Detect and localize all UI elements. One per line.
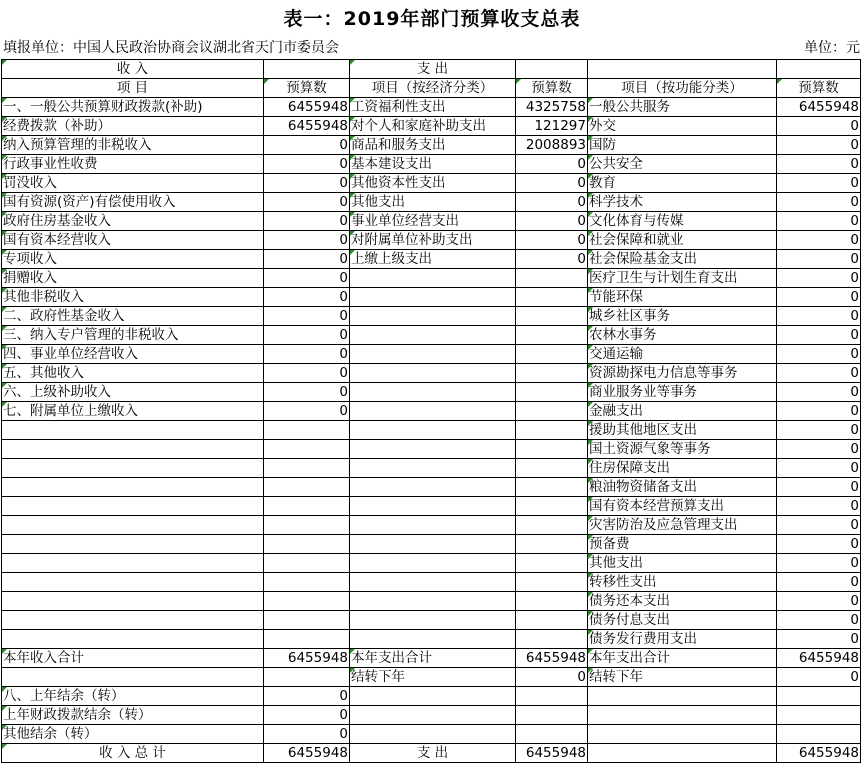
econ-amount-cell xyxy=(516,516,588,535)
econ-amount-cell xyxy=(516,459,588,478)
income-item-cell: 收 入 总 计 xyxy=(2,744,264,763)
budget-table xyxy=(1,59,861,763)
income-item-cell xyxy=(2,573,264,592)
header-row-1 xyxy=(2,60,861,79)
income-amount-cell xyxy=(264,535,350,554)
table-row xyxy=(2,250,861,269)
table-row xyxy=(2,307,861,326)
table-row xyxy=(2,535,861,554)
func-amount-cell: 0 xyxy=(777,117,861,136)
func-item-cell: 国有资本经营预算支出 xyxy=(588,497,777,516)
header-econ-item: 项目（按经济分类） xyxy=(350,79,516,98)
func-item-cell xyxy=(588,744,777,763)
income-amount-cell: 0 xyxy=(264,212,350,231)
table-row xyxy=(2,364,861,383)
econ-item-cell xyxy=(350,497,516,516)
econ-amount-cell xyxy=(516,630,588,649)
econ-amount-cell: 0 xyxy=(516,668,588,687)
func-item-cell: 国防 xyxy=(588,136,777,155)
econ-item-cell xyxy=(350,440,516,459)
econ-item-cell xyxy=(350,421,516,440)
income-item-cell xyxy=(2,668,264,687)
func-amount-cell: 0 xyxy=(777,421,861,440)
func-item-cell: 援助其他地区支出 xyxy=(588,421,777,440)
func-item-cell: 债务付息支出 xyxy=(588,611,777,630)
func-item-cell: 金融支出 xyxy=(588,402,777,421)
currency-unit: 单位：元 xyxy=(804,40,860,56)
income-amount-cell: 6455948 xyxy=(264,649,350,668)
func-item-cell: 外交 xyxy=(588,117,777,136)
income-amount-cell: 0 xyxy=(264,364,350,383)
income-item-cell xyxy=(2,611,264,630)
func-amount-cell: 6455948 xyxy=(777,744,861,763)
header-expense: 支 出 xyxy=(350,60,516,79)
income-amount-cell xyxy=(264,554,350,573)
table-row xyxy=(2,231,861,250)
func-item-cell: 农林水事务 xyxy=(588,326,777,345)
func-amount-cell: 0 xyxy=(777,231,861,250)
income-amount-cell: 0 xyxy=(264,174,350,193)
econ-item-cell xyxy=(350,326,516,345)
func-amount-cell: 0 xyxy=(777,326,861,345)
func-amount-cell: 0 xyxy=(777,193,861,212)
income-amount-cell: 0 xyxy=(264,383,350,402)
func-item-cell: 结转下年 xyxy=(588,668,777,687)
econ-item-cell: 其他支出 xyxy=(350,193,516,212)
econ-item-cell xyxy=(350,383,516,402)
econ-item-cell xyxy=(350,478,516,497)
func-amount-cell: 0 xyxy=(777,630,861,649)
func-amount-cell: 0 xyxy=(777,155,861,174)
income-amount-cell: 0 xyxy=(264,155,350,174)
func-amount-cell: 0 xyxy=(777,212,861,231)
table-row xyxy=(2,288,861,307)
func-amount-cell: 0 xyxy=(777,440,861,459)
econ-amount-cell xyxy=(516,554,588,573)
func-amount-cell: 0 xyxy=(777,345,861,364)
table-row xyxy=(2,155,861,174)
table-row xyxy=(2,174,861,193)
func-item-cell: 商业服务业等事务 xyxy=(588,383,777,402)
econ-amount-cell: 6455948 xyxy=(516,744,588,763)
income-item-cell: 行政事业性收费 xyxy=(2,155,264,174)
header-income-amount: 预算数 xyxy=(264,79,350,98)
econ-amount-cell: 0 xyxy=(516,212,588,231)
income-amount-cell: 6455948 xyxy=(264,98,350,117)
income-item-cell: 二、政府性基金收入 xyxy=(2,307,264,326)
func-amount-cell: 0 xyxy=(777,668,861,687)
func-item-cell: 城乡社区事务 xyxy=(588,307,777,326)
func-amount-cell: 0 xyxy=(777,402,861,421)
income-item-cell: 经费拨款（补助） xyxy=(2,117,264,136)
econ-item-cell xyxy=(350,364,516,383)
func-amount-cell: 0 xyxy=(777,611,861,630)
table-row xyxy=(2,459,861,478)
income-item-cell: 国有资源(资产)有偿使用收入 xyxy=(2,193,264,212)
income-item-cell: 七、附属单位上缴收入 xyxy=(2,402,264,421)
header-row-2 xyxy=(2,79,861,98)
header-econ-amount: 预算数 xyxy=(516,79,588,98)
econ-item-cell: 商品和服务支出 xyxy=(350,136,516,155)
econ-item-cell xyxy=(350,307,516,326)
econ-item-cell: 其他资本性支出 xyxy=(350,174,516,193)
econ-amount-cell xyxy=(516,269,588,288)
econ-amount-cell: 0 xyxy=(516,250,588,269)
func-item-cell: 一般公共服务 xyxy=(588,98,777,117)
income-item-cell xyxy=(2,516,264,535)
income-item-cell xyxy=(2,421,264,440)
income-amount-cell xyxy=(264,440,350,459)
page-title: 表一：2019年部门预算收支总表 xyxy=(283,8,581,30)
table-row xyxy=(2,611,861,630)
table-row xyxy=(2,687,861,706)
income-amount-cell: 0 xyxy=(264,345,350,364)
econ-amount-cell: 121297 xyxy=(516,117,588,136)
table-row xyxy=(2,212,861,231)
table-row xyxy=(2,668,861,687)
func-item-cell: 转移性支出 xyxy=(588,573,777,592)
func-amount-cell: 0 xyxy=(777,250,861,269)
econ-amount-cell xyxy=(516,440,588,459)
func-amount-cell: 0 xyxy=(777,459,861,478)
econ-amount-cell: 0 xyxy=(516,174,588,193)
income-amount-cell xyxy=(264,459,350,478)
income-item-cell xyxy=(2,478,264,497)
econ-item-cell xyxy=(350,516,516,535)
income-amount-cell: 0 xyxy=(264,136,350,155)
econ-amount-cell xyxy=(516,497,588,516)
func-item-cell: 粮油物资储备支出 xyxy=(588,478,777,497)
func-amount-cell: 0 xyxy=(777,554,861,573)
func-amount-cell xyxy=(777,706,861,725)
income-item-cell: 其他结余（转） xyxy=(2,725,264,744)
income-item-cell: 捐赠收入 xyxy=(2,269,264,288)
func-amount-cell: 0 xyxy=(777,573,861,592)
func-amount-cell xyxy=(777,687,861,706)
income-item-cell: 本年收入合计 xyxy=(2,649,264,668)
econ-amount-cell xyxy=(516,383,588,402)
func-amount-cell: 0 xyxy=(777,592,861,611)
econ-item-cell: 对附属单位补助支出 xyxy=(350,231,516,250)
func-amount-cell: 0 xyxy=(777,307,861,326)
income-item-cell: 一、一般公共预算财政拨款(补助) xyxy=(2,98,264,117)
func-amount-cell: 6455948 xyxy=(777,98,861,117)
econ-amount-cell xyxy=(516,478,588,497)
func-item-cell: 其他支出 xyxy=(588,554,777,573)
func-amount-cell: 0 xyxy=(777,478,861,497)
econ-item-cell: 上缴上级支出 xyxy=(350,250,516,269)
econ-item-cell xyxy=(350,345,516,364)
econ-amount-cell xyxy=(516,592,588,611)
func-amount-cell xyxy=(777,725,861,744)
econ-item-cell xyxy=(350,459,516,478)
econ-item-cell xyxy=(350,402,516,421)
income-amount-cell: 0 xyxy=(264,706,350,725)
func-amount-cell: 0 xyxy=(777,136,861,155)
income-amount-cell xyxy=(264,516,350,535)
income-amount-cell: 0 xyxy=(264,402,350,421)
table-row xyxy=(2,725,861,744)
table-row xyxy=(2,573,861,592)
func-item-cell: 债务还本支出 xyxy=(588,592,777,611)
func-item-cell: 节能环保 xyxy=(588,288,777,307)
income-amount-cell xyxy=(264,668,350,687)
income-item-cell: 五、其他收入 xyxy=(2,364,264,383)
func-item-cell: 交通运输 xyxy=(588,345,777,364)
econ-item-cell: 对个人和家庭补助支出 xyxy=(350,117,516,136)
table-row xyxy=(2,706,861,725)
income-item-cell: 其他非税收入 xyxy=(2,288,264,307)
econ-item-cell xyxy=(350,611,516,630)
econ-amount-cell xyxy=(516,307,588,326)
income-item-cell xyxy=(2,497,264,516)
income-amount-cell: 6455948 xyxy=(264,744,350,763)
econ-item-cell xyxy=(350,573,516,592)
func-item-cell xyxy=(588,725,777,744)
table-row xyxy=(2,497,861,516)
income-amount-cell: 0 xyxy=(264,231,350,250)
func-amount-cell: 0 xyxy=(777,364,861,383)
header-income-item: 项 目 xyxy=(2,79,264,98)
income-item-cell xyxy=(2,554,264,573)
econ-amount-cell xyxy=(516,535,588,554)
func-amount-cell: 0 xyxy=(777,269,861,288)
econ-amount-cell xyxy=(516,687,588,706)
econ-amount-cell xyxy=(516,725,588,744)
econ-amount-cell xyxy=(516,402,588,421)
econ-item-cell: 结转下年 xyxy=(350,668,516,687)
table-row xyxy=(2,744,861,763)
income-amount-cell xyxy=(264,497,350,516)
econ-item-cell: 本年支出合计 xyxy=(350,649,516,668)
func-item-cell: 本年支出合计 xyxy=(588,649,777,668)
income-amount-cell: 0 xyxy=(264,307,350,326)
table-row xyxy=(2,421,861,440)
table-row xyxy=(2,592,861,611)
header-func-amount: 预算数 xyxy=(777,79,861,98)
income-amount-cell: 0 xyxy=(264,288,350,307)
func-amount-cell: 6455948 xyxy=(777,649,861,668)
income-item-cell xyxy=(2,459,264,478)
income-item-cell: 政府住房基金收入 xyxy=(2,212,264,231)
table-row xyxy=(2,440,861,459)
income-item-cell xyxy=(2,535,264,554)
econ-item-cell: 基本建设支出 xyxy=(350,155,516,174)
income-amount-cell xyxy=(264,611,350,630)
econ-amount-cell: 6455948 xyxy=(516,649,588,668)
income-amount-cell: 6455948 xyxy=(264,117,350,136)
econ-amount-cell xyxy=(516,345,588,364)
income-item-cell: 三、纳入专户管理的非税收入 xyxy=(2,326,264,345)
table-row xyxy=(2,117,861,136)
income-item-cell: 罚没收入 xyxy=(2,174,264,193)
func-amount-cell: 0 xyxy=(777,497,861,516)
econ-amount-cell: 4325758 xyxy=(516,98,588,117)
func-item-cell: 教育 xyxy=(588,174,777,193)
func-item-cell: 国土资源气象等事务 xyxy=(588,440,777,459)
econ-item-cell: 工资福利性支出 xyxy=(350,98,516,117)
table-row xyxy=(2,326,861,345)
econ-item-cell xyxy=(350,592,516,611)
econ-item-cell xyxy=(350,269,516,288)
header-func-item: 项目（按功能分类） xyxy=(588,79,777,98)
func-item-cell: 预备费 xyxy=(588,535,777,554)
func-item-cell: 公共安全 xyxy=(588,155,777,174)
func-amount-cell: 0 xyxy=(777,174,861,193)
econ-item-cell xyxy=(350,706,516,725)
table-row xyxy=(2,98,861,117)
econ-amount-cell xyxy=(516,611,588,630)
func-item-cell: 住房保障支出 xyxy=(588,459,777,478)
table-row xyxy=(2,345,861,364)
func-item-cell: 债务发行费用支出 xyxy=(588,630,777,649)
func-item-cell: 社会保险基金支出 xyxy=(588,250,777,269)
income-item-cell: 专项收入 xyxy=(2,250,264,269)
income-item-cell: 四、事业单位经营收入 xyxy=(2,345,264,364)
econ-item-cell xyxy=(350,725,516,744)
income-amount-cell: 0 xyxy=(264,326,350,345)
income-amount-cell: 0 xyxy=(264,687,350,706)
table-row xyxy=(2,516,861,535)
table-row xyxy=(2,478,861,497)
income-amount-cell xyxy=(264,478,350,497)
table-row xyxy=(2,136,861,155)
income-amount-cell xyxy=(264,592,350,611)
table-row xyxy=(2,383,861,402)
income-item-cell: 上年财政拨款结余（转） xyxy=(2,706,264,725)
econ-item-cell: 支 出 xyxy=(350,744,516,763)
func-amount-cell: 0 xyxy=(777,288,861,307)
econ-amount-cell xyxy=(516,288,588,307)
func-item-cell: 灾害防治及应急管理支出 xyxy=(588,516,777,535)
econ-amount-cell: 0 xyxy=(516,193,588,212)
table-row xyxy=(2,649,861,668)
reporting-unit: 填报单位：中国人民政治协商会议湖北省天门市委员会 xyxy=(3,40,339,56)
econ-amount-cell xyxy=(516,364,588,383)
func-amount-cell: 0 xyxy=(777,383,861,402)
econ-amount-cell xyxy=(516,326,588,345)
func-amount-cell: 0 xyxy=(777,535,861,554)
econ-amount-cell: 0 xyxy=(516,231,588,250)
func-item-cell: 文化体育与传媒 xyxy=(588,212,777,231)
income-item-cell: 纳入预算管理的非税收入 xyxy=(2,136,264,155)
econ-amount-cell xyxy=(516,573,588,592)
econ-item-cell xyxy=(350,687,516,706)
func-item-cell: 资源勘探电力信息等事务 xyxy=(588,364,777,383)
econ-amount-cell: 2008893 xyxy=(516,136,588,155)
econ-item-cell: 事业单位经营支出 xyxy=(350,212,516,231)
func-item-cell: 医疗卫生与计划生育支出 xyxy=(588,269,777,288)
income-amount-cell xyxy=(264,573,350,592)
table-row xyxy=(2,554,861,573)
income-amount-cell xyxy=(264,630,350,649)
income-item-cell xyxy=(2,440,264,459)
table-row xyxy=(2,269,861,288)
econ-item-cell xyxy=(350,288,516,307)
econ-item-cell xyxy=(350,554,516,573)
func-amount-cell: 0 xyxy=(777,516,861,535)
table-row xyxy=(2,193,861,212)
income-amount-cell: 0 xyxy=(264,269,350,288)
income-amount-cell: 0 xyxy=(264,725,350,744)
header-income: 收 入 xyxy=(2,60,264,79)
table-row xyxy=(2,630,861,649)
econ-item-cell xyxy=(350,630,516,649)
econ-item-cell xyxy=(350,535,516,554)
income-item-cell xyxy=(2,592,264,611)
table-row xyxy=(2,402,861,421)
func-item-cell xyxy=(588,687,777,706)
income-item-cell xyxy=(2,630,264,649)
income-item-cell: 八、上年结余（转） xyxy=(2,687,264,706)
income-amount-cell: 0 xyxy=(264,250,350,269)
income-item-cell: 六、上级补助收入 xyxy=(2,383,264,402)
econ-amount-cell: 0 xyxy=(516,155,588,174)
func-item-cell: 社会保障和就业 xyxy=(588,231,777,250)
func-item-cell: 科学技术 xyxy=(588,193,777,212)
income-item-cell: 国有资本经营收入 xyxy=(2,231,264,250)
econ-amount-cell xyxy=(516,421,588,440)
income-amount-cell: 0 xyxy=(264,193,350,212)
econ-amount-cell xyxy=(516,706,588,725)
income-amount-cell xyxy=(264,421,350,440)
func-item-cell xyxy=(588,706,777,725)
